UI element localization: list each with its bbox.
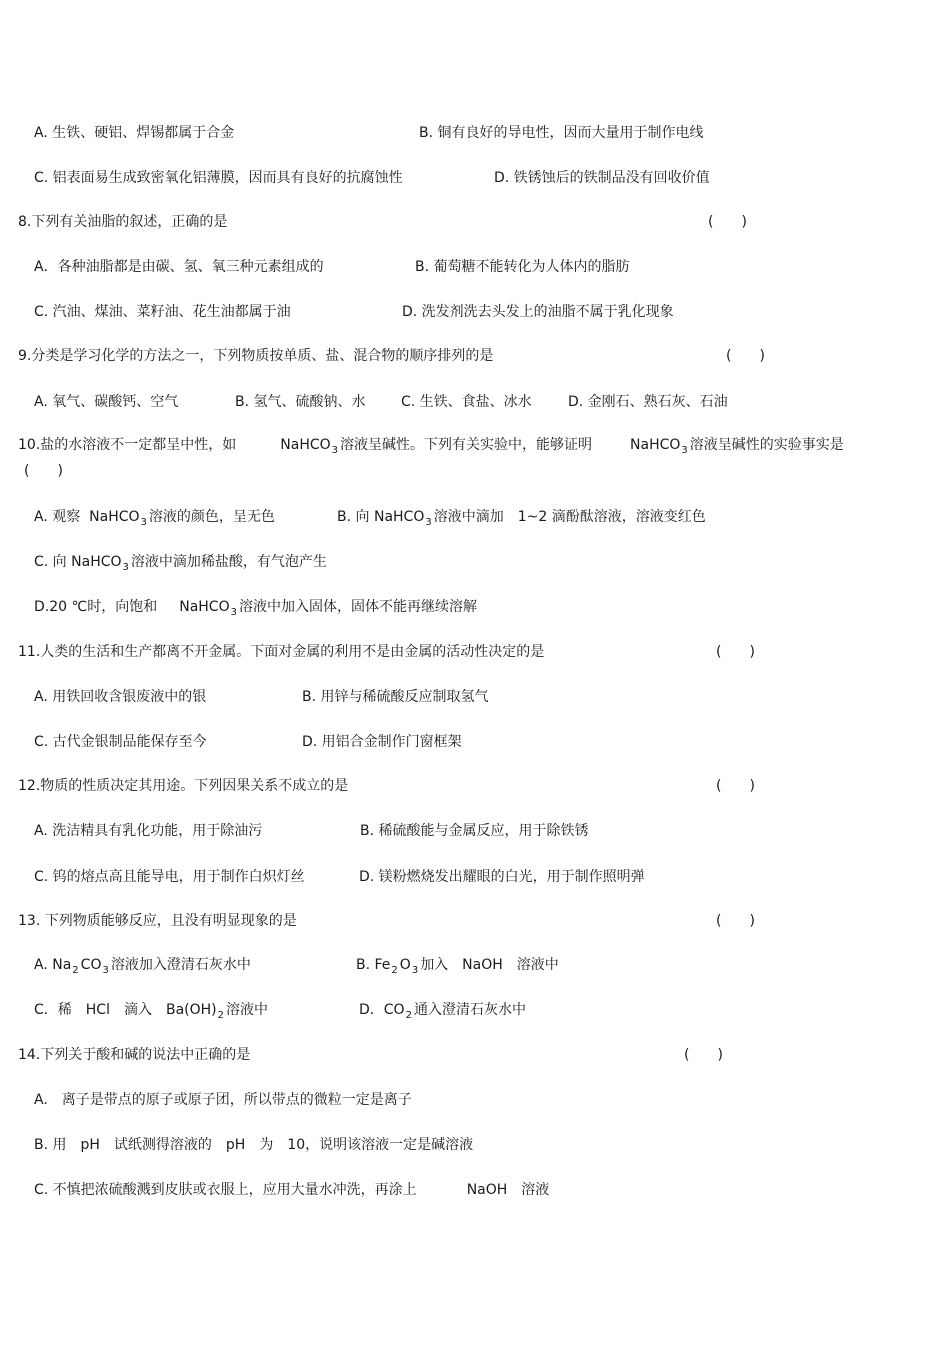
q13-option-c-label: C．稀 HCl 滴入 Ba(OH) <box>34 1002 217 1018</box>
q11-stem: 11.人类的生活和生产都离不开金属。下面对金属的利用不是由金属的活动性决定的是 <box>18 644 545 660</box>
q10-formula-2-sub: 3 <box>681 445 688 456</box>
q12-option-c: C. 钨的熔点高且能导电，用于制作白炽灯丝 <box>34 869 305 885</box>
q7-option-c: C. 铝表面易生成致密氧化铝薄膜，因而具有良好的抗腐蚀性 <box>34 170 403 186</box>
q12-option-a: A. 洗洁精具有乳化功能，用于除油污 <box>34 823 263 839</box>
q12-stem: 12.物质的性质决定其用途。下列因果关系不成立的是 <box>18 778 349 794</box>
q10-stem-part1: 10.盐的水溶液不一定都呈中性，如 <box>18 437 237 453</box>
q13-option-a <box>34 956 251 976</box>
q7-option-d: D. 铁锈蚀后的铁制品没有回收价值 <box>494 170 710 186</box>
q10-option-a <box>34 508 275 528</box>
q11-option-d: D. 用铝合金制作门窗框架 <box>302 734 462 750</box>
q9-option-b: B. 氢气、硫酸钠、水 <box>235 394 366 410</box>
q9-option-c: C. 生铁、食盐、冰水 <box>401 394 532 410</box>
q8-answer-blank: ( ) <box>708 214 747 230</box>
q13-option-b <box>356 956 559 976</box>
q14-option-c-formula: NaOH 溶液 <box>466 1182 550 1198</box>
q10-option-b-label: B. 向 <box>337 509 370 525</box>
q10-option-a-sub: 3 <box>140 517 147 528</box>
q13-stem: 13. 下列物质能够反应，且没有明显现象的是 <box>18 913 297 929</box>
q10-option-c <box>34 553 327 573</box>
q13-option-c-text: 溶液中 <box>226 1002 268 1018</box>
q10-option-c-formula: NaHCO <box>71 554 122 570</box>
q10-option-a-formula: NaHCO <box>89 509 140 525</box>
q13-option-a-sub1: 2 <box>72 965 79 976</box>
q13-option-a-label: A. Na <box>34 957 72 973</box>
q9-option-a: A. 氧气、碳酸钙、空气 <box>34 394 179 410</box>
q10-option-d-sub: 3 <box>230 607 237 618</box>
q10-option-a-text: 溶液的颜色，呈无色 <box>148 509 275 525</box>
q14-option-b: B. 用 pH 试纸测得溶液的 pH 为 10，说明该溶液一定是碱溶液 <box>34 1137 474 1153</box>
q10-option-d-label: D.20 ℃时，向饱和 <box>34 599 158 615</box>
q12-option-d: D. 镁粉燃烧发出耀眼的白光，用于制作照明弹 <box>359 869 645 885</box>
q13-option-b-formula: O <box>399 957 411 973</box>
q14-option-c <box>34 1181 549 1199</box>
q10-option-b-text: 溶液中滴加 1~2 滴酚酞溶液，溶液变红色 <box>433 509 706 525</box>
q8-option-b: B. 葡萄糖不能转化为人体内的脂肪 <box>415 259 630 275</box>
q11-option-b: B. 用锌与稀硫酸反应制取氢气 <box>302 689 489 705</box>
q10-formula-1: NaHCO <box>280 437 331 453</box>
q10-option-b <box>337 508 706 528</box>
q10-stem-part2: 溶液呈碱性。下列有关实验中，能够证明 <box>340 437 593 453</box>
q11-option-a: A. 用铁回收含银废液中的银 <box>34 689 207 705</box>
q10-formula-1-sub: 3 <box>331 445 339 456</box>
q8-option-d: D. 洗发剂洗去头发上的油脂不属于乳化现象 <box>402 304 674 320</box>
q14-option-a: A. 离子是带点的原子或原子团，所以带点的微粒一定是离子 <box>34 1092 412 1108</box>
q8-stem: 8.下列有关油脂的叙述，正确的是 <box>18 214 228 230</box>
q13-option-a-sub2: 3 <box>102 965 109 976</box>
q9-answer-blank: ( ) <box>726 348 765 364</box>
q13-option-a-formula: CO <box>80 957 102 973</box>
q13-option-a-text: 溶液加入澄清石灰水中 <box>110 957 251 973</box>
q13-option-b-label: B. Fe <box>356 957 391 973</box>
q13-option-d-text: 通入澄清石灰水中 <box>413 1002 526 1018</box>
q10-option-b-sub: 3 <box>425 517 432 528</box>
q10-option-a-label: A. 观察 <box>34 509 81 525</box>
q10-option-d-text: 溶液中加入固体，固体不能再继续溶解 <box>238 599 477 615</box>
q13-option-c-sub: 2 <box>217 1010 224 1021</box>
q10-stem-part3: 溶液呈碱性的实验事实是 <box>689 437 844 453</box>
q10-option-d-formula: NaHCO <box>179 599 230 615</box>
q13-option-c <box>34 1001 268 1021</box>
q12-answer-blank: ( ) <box>716 778 755 794</box>
q11-option-c: C. 古代金银制品能保存至今 <box>34 734 207 750</box>
q9-stem: 9.分类是学习化学的方法之一，下列物质按单质、盐、混合物的顺序排列的是 <box>18 348 494 364</box>
q13-option-b-text: 加入 NaOH 溶液中 <box>420 957 559 973</box>
q10-formula-2: NaHCO <box>630 437 681 453</box>
q14-stem: 14.下列关于酸和碱的说法中正确的是 <box>18 1047 251 1063</box>
q12-option-b: B. 稀硫酸能与金属反应，用于除铁锈 <box>360 823 589 839</box>
q10-option-c-label: C. 向 <box>34 554 67 570</box>
q10-option-d <box>34 598 477 618</box>
q9-option-d: D. 金刚石、熟石灰、石油 <box>568 394 728 410</box>
q10-option-b-formula: NaHCO <box>373 509 425 525</box>
q10-answer-blank: ( ) <box>24 463 63 479</box>
q8-option-a: A．各种油脂都是由碳、氢、氧三种元素组成的 <box>34 259 324 275</box>
q8-option-c: C. 汽油、煤油、菜籽油、花生油都属于油 <box>34 304 291 320</box>
q13-option-d-label: D．CO <box>359 1002 405 1018</box>
q13-option-b-sub1: 2 <box>391 965 398 976</box>
q10-option-c-sub: 3 <box>122 562 129 573</box>
q10-stem-line1 <box>18 436 844 456</box>
q7-option-a: A. 生铁、硬铝、焊锡都属于合金 <box>34 125 235 141</box>
q13-option-d-sub: 2 <box>405 1010 412 1021</box>
q13-option-b-sub2: 3 <box>411 965 419 976</box>
q13-option-d <box>359 1001 526 1021</box>
q13-answer-blank: ( ) <box>716 913 755 929</box>
q14-option-c-text: C. 不慎把浓硫酸溅到皮肤或衣服上，应用大量水冲洗，再涂上 <box>34 1182 417 1198</box>
q14-answer-blank: ( ) <box>684 1047 723 1063</box>
q7-option-b: B. 铜有良好的导电性，因而大量用于制作电线 <box>419 125 704 141</box>
q11-answer-blank: ( ) <box>716 644 755 660</box>
q10-option-c-text: 溶液中滴加稀盐酸，有气泡产生 <box>130 554 327 570</box>
